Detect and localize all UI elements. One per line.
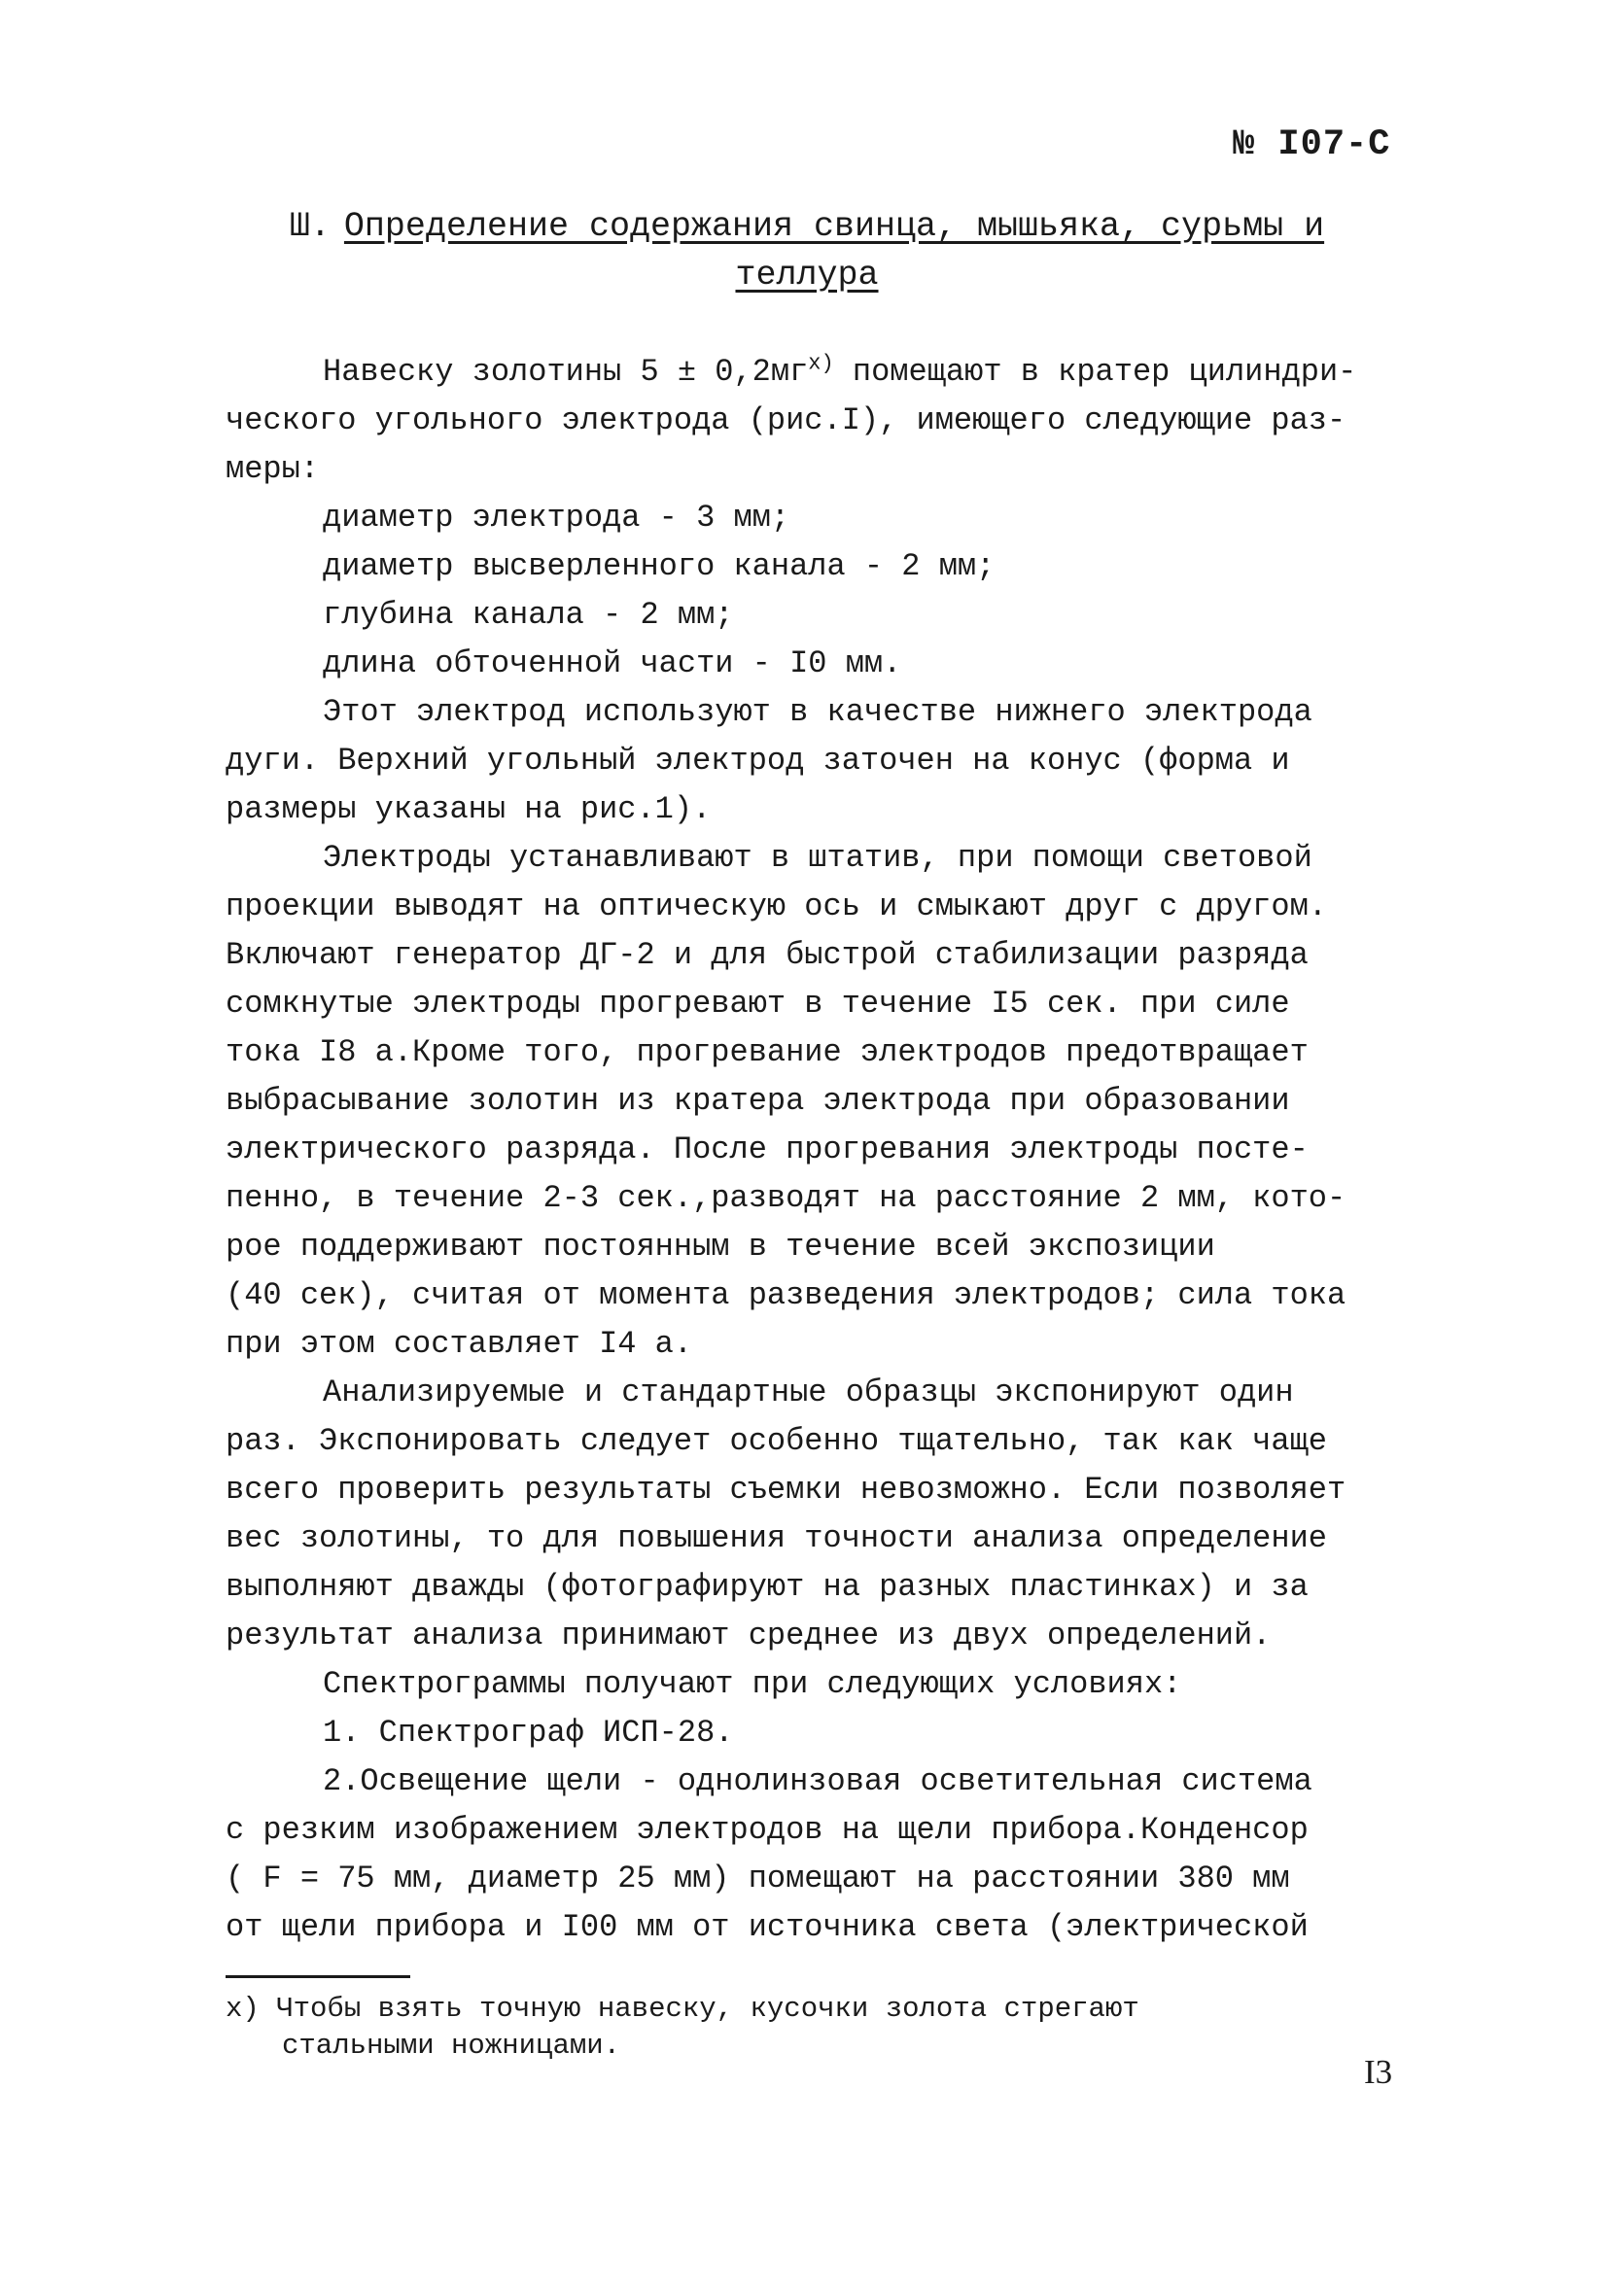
list-item: 2.Освещение щели - однолинзовая осветительная система bbox=[323, 1763, 1312, 1799]
text-line: Навеску золотины $5 \pm 0,2мг^{x)}$ помещают в кратер цилиндри- bbox=[323, 351, 1357, 390]
footnote-divider bbox=[226, 1975, 410, 1978]
body-text bbox=[226, 348, 1431, 1952]
section-title bbox=[233, 202, 1381, 299]
text-line: всего проверить результаты съемки невозможно. Если позволяет bbox=[226, 1472, 1346, 1508]
text-line: электрического разряда. После прогревания электроды посте- bbox=[226, 1131, 1309, 1167]
text-line: результат анализа принимают среднее из двух определений. bbox=[226, 1618, 1272, 1653]
document-number: № I07-С bbox=[1233, 124, 1391, 165]
dimension-item: диаметр электрода - 3 мм; bbox=[323, 500, 790, 536]
page-number: I3 bbox=[1364, 2053, 1393, 2091]
section-title-line-2 bbox=[233, 251, 1381, 299]
text-line: Этот электрод используют в качестве нижнего электрода bbox=[323, 694, 1312, 730]
dimension-item: диаметр высверленного канала - 2 мм; bbox=[323, 548, 996, 584]
text-line: от щели прибора и I00 мм от источника света (электрической bbox=[226, 1909, 1309, 1945]
text-line: с резким изображением электродов на щели прибора.Конденсор bbox=[226, 1812, 1309, 1848]
text-line: при этом составляет I4 а. bbox=[226, 1326, 693, 1362]
text-line: ( F = 75 мм, диаметр 25 мм) помещают на расстоянии 380 мм bbox=[226, 1861, 1290, 1896]
text-line: сомкнутые электроды прогревают в течение I5 сек. при силе bbox=[226, 986, 1290, 1022]
footnote bbox=[226, 1991, 1431, 2065]
text-line: дуги. Верхний угольный электрод заточен на конус (форма и bbox=[226, 743, 1290, 779]
footnote-line-2: стальными ножницами. bbox=[282, 2030, 621, 2062]
text-line: размеры указаны на рис.1). bbox=[226, 791, 712, 827]
footnote-line-1: x) Чтобы взять точную навеску, кусочки золота стрегают bbox=[226, 1993, 1139, 2025]
text-line: ческого угольного электрода (рис.I), имеющего следующие раз- bbox=[226, 402, 1346, 438]
text-line: раз. Экспонировать следует особенно тщательно, так как чаще bbox=[226, 1423, 1327, 1459]
dimension-item: длина обточенной части - I0 мм. bbox=[323, 645, 902, 681]
text-line: выбрасывание золотин из кратера электрода при образовании bbox=[226, 1083, 1290, 1119]
text-line: рое поддерживают постоянным в течение всей экспозиции bbox=[226, 1229, 1215, 1265]
text-line: (40 сек), считая от момента разведения электродов; сила тока bbox=[226, 1277, 1346, 1313]
footnote-mark: x) bbox=[808, 351, 834, 376]
text-line: меры: bbox=[226, 451, 320, 487]
list-item: 1. Спектрограф ИСП-28. bbox=[323, 1715, 734, 1751]
dimension-item: глубина канала - 2 мм; bbox=[323, 597, 734, 633]
section-title-text: Определение содержания свинца, мышьяка, сурьмы и bbox=[343, 207, 1325, 246]
text-line: проекции выводят на оптическую ось и смыкают друг с другом. bbox=[226, 888, 1327, 924]
text-line: Спектрограммы получают при следующих условиях: bbox=[323, 1666, 1182, 1702]
text-line: Электроды устанавливают в штатив, при помощи световой bbox=[323, 840, 1312, 876]
text-line: вес золотины, то для повышения точности анализа определение bbox=[226, 1520, 1327, 1556]
text-line: пенно, в течение 2-3 сек.,разводят на расстояние 2 мм, кото- bbox=[226, 1180, 1346, 1216]
text-line: Включают генератор ДГ-2 и для быстрой стабилизации разряда bbox=[226, 937, 1309, 973]
section-number: Ш. bbox=[289, 207, 331, 246]
section-title-continuation: теллура bbox=[735, 256, 879, 295]
text-line: Анализируемые и стандартные образцы экспонируют один bbox=[323, 1374, 1294, 1410]
section-title-line-1 bbox=[233, 202, 1381, 251]
text-line: тока I8 а.Кроме того, прогревание электродов предотвращает bbox=[226, 1034, 1309, 1070]
text-line: выполняют дважды (фотографируют на разных пластинках) и за bbox=[226, 1569, 1309, 1605]
